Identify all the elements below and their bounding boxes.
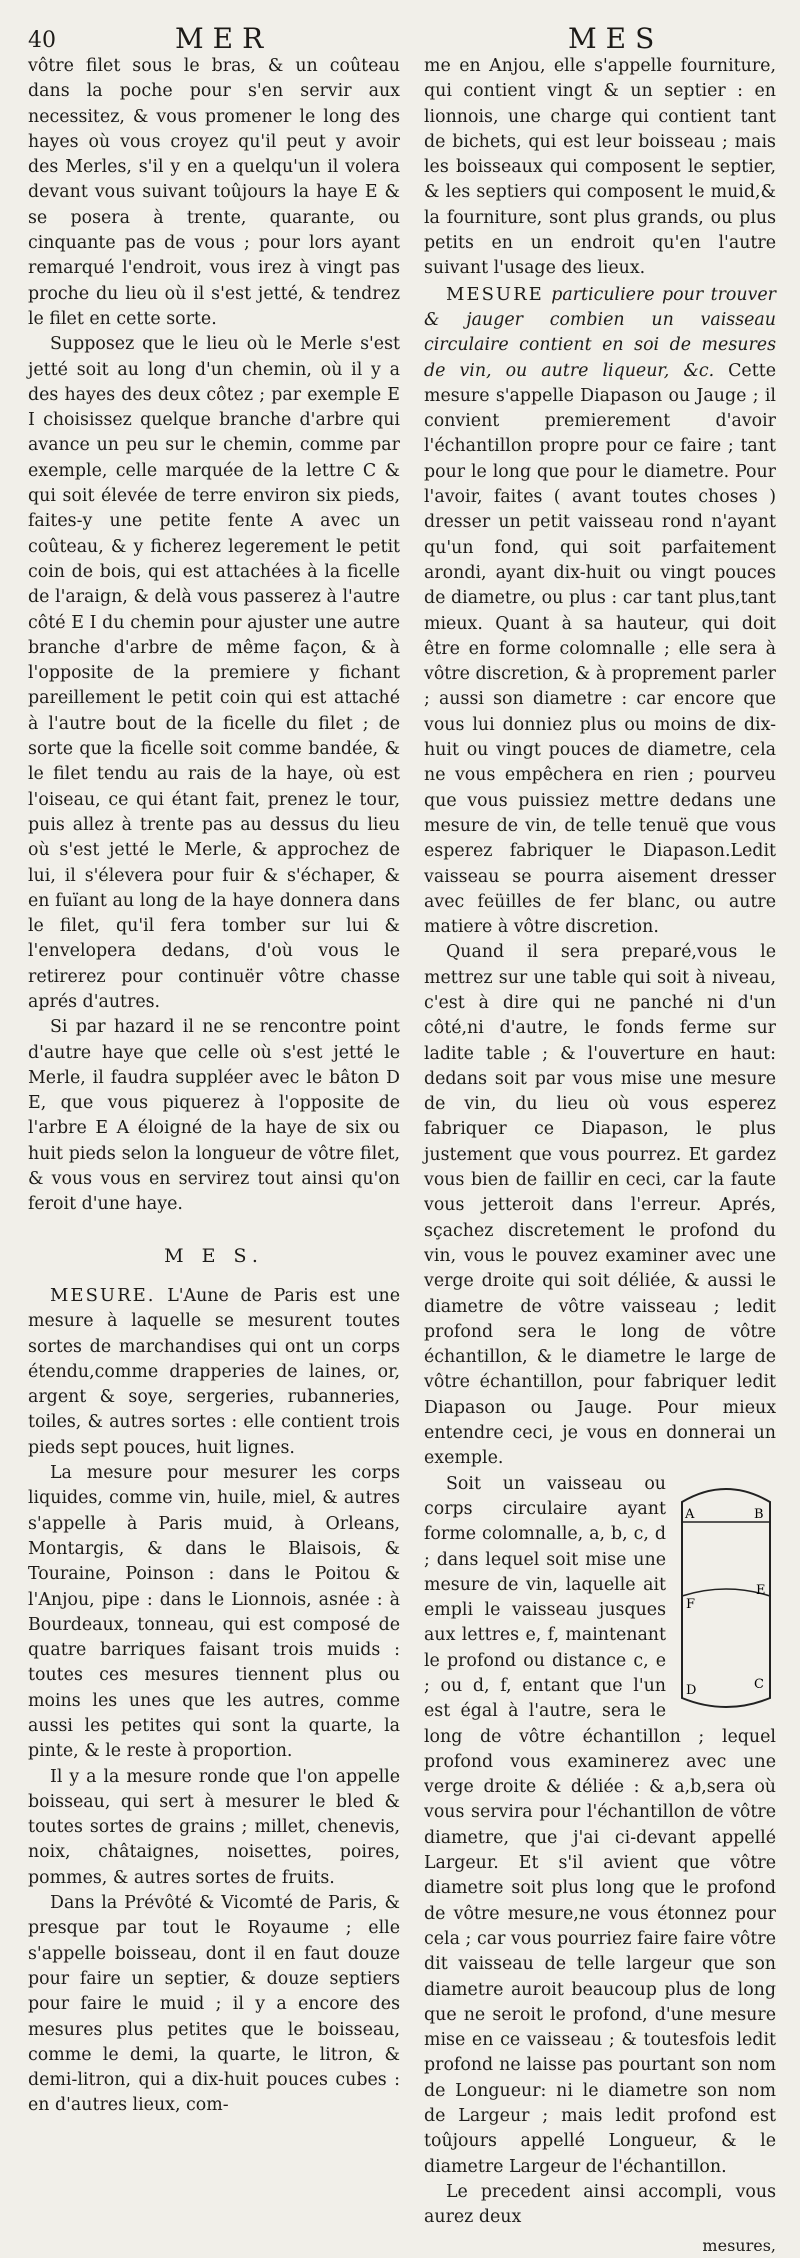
- paragraph: vôtre filet sous le bras, & un coûteau dans la poche pour s'en servir aux necessitez, & vous promener le long des hayes où vous croyez qu'il peut y avoir des Merles, s'il y en a quelqu'un il volera devant vous suivant toûjours la haye E & se posera à trente, quarante, ou cinquante pas de vous ; pour lors ayant remarqué l'endroit, vous irez à vingt pas proche du lieu où il s'est jetté, & tendrez le filet en cette sorte.: [28, 56, 400, 329]
- catchword: mesures,: [702, 2235, 776, 2255]
- paragraph: Dans la Prévôté & Vicomté de Paris, & presque par tout le Royaume ; elle s'appelle boisseau, dont il en faut douze pour faire un septier, & douze septiers pour faire le muid ; il y a encore des mesures plus petites que le boisseau, comme le demi, la quarte, le litron, & demi-litron, qui a dix-huit pouces cubes : en d'autres lieux, com-: [28, 1893, 400, 2116]
- left-running-title: MER: [175, 22, 273, 55]
- paragraph: Soit un vaisseau ou corps circulaire ayant forme colomnalle, a, b, c, d ; dans lequel soit mise une mesure de vin, laquelle ait empli le vaisseau jusques aux lettres e, f, maintenant le profond ou distance c, e ; ou d, f, entant que l'un est égal à l'autre, sera le long de vôtre échantillon ; lequel profond vous examinerez avec une verge droite & déliée : & a,b,sera où vous servira pour l'échantillon de vôtre diametre, que j'ai ci-devant appellé Largeur. Et s'il avient que vôtre diametre soit plus long que le profond de vôtre mesure,ne vous étonnez pour cela ; car vous pourriez faire faire vôtre dit vaisseau de telle largeur que son diametre auroit beaucoup plus de long que ne seroit le profond, d'une mesure mise en ce vaisseau ; & toutesfois ledit profond ne laisse pas pourtant son nom de Longueur: ni le diametre son nom de Largeur ; mais ledit profond est toûjours appellé Longueur, & le diametre Largeur de l'échantillon.: [424, 1473, 776, 2177]
- dictionary-entry: [28, 1283, 400, 1461]
- figure-paragraph: [424, 1472, 776, 2180]
- figure-label-e: E: [756, 1582, 766, 1598]
- figure-label-a: A: [685, 1506, 695, 1522]
- paragraph: Le precedent ainsi accompli, vous aurez deux: [424, 2181, 776, 2228]
- paragraph: La mesure pour mesurer les corps liquides, comme vin, huile, miel, & autres s'appelle à Paris muid, à Orleans, Montargis, & dans le Blaisois, & Touraine, Poinson : dans le Poitou & l'Anjou, pipe : dans le Lionnois, asnée : à Bourdeaux, tonneau, qui est composé de quatre barriques faisant trois muids : toutes ces mesures tiennent plus ou moins les unes que les autres, comme aussi les petites qui sont la quarte, la pinte, & le reste à proportion.: [28, 1463, 400, 1762]
- right-column: [424, 54, 776, 2258]
- entry-text: Cette mesure s'appelle Diapason ou Jauge ; il convient premierement d'avoir l'échantillon propre pour ce faire ; tant pour le long que pour le diametre. Pour l'avoir, faites ( avant toutes choses ) dresser un petit vaisseau rond n'ayant qu'un fond, qui soit parfaitement arondi, ayant dix-huit ou vingt pouces de diametre, ou plus : car tant plus,tant mieux. Quant à sa hauteur, qui doit être en forme colomnalle ; elle sera à vôtre discretion, & à proprement parler ; aussi son diametre : car encore que vous lui donniez plus ou moins de dix-huit ou vingt pouces de diametre, cela ne vous empêchera en rien ; pourveu que vous puissiez mettre dedans une mesure de vin, de telle tenuë que vous esperez fabriquer le Diapason.Ledit vaisseau se pourra aisement dresser avec feüilles de fer blanc, ou autre matiere à vôtre discretion.: [424, 360, 776, 938]
- paragraph: Supposez que le lieu où le Merle s'est jetté soit au long d'un chemin, où il y a des hayes des deux côtez ; par exemple E I choisissez quelque branche d'arbre qui avance un peu sur le chemin, comme par exemple, celle marquée de la lettre C & qui soit élevée de terre environ six pieds, faites-y une petite fente A avec un coûteau, & y ficherez legerement le petit coin de bois, qui est attachées à la ficelle de l'araign, & delà vous passerez à l'autre côté E I du chemin pour ajuster une autre branche d'arbre de même façon, & à l'opposite de la premiere y fichant pareillement le petit coin qui est attaché à l'autre bout de la ficelle du filet ; de sorte que la ficelle soit comme bandée, & le filet tendu au rais de la haye, où est l'oiseau, ce qui étant fait, prenez le tour, puis allez à trente pas au dessus du lieu où s'est jetté le Merle, & approchez de lui, il s'élevera pour fuir & s'échaper, & en fuïant au long de la haye donnera dans le filet, qu'il fera tomber sur lui & l'envelopera dedans, d'où vous le retirerez pour continuër vôtre chasse aprés d'autres.: [28, 334, 400, 1012]
- entry-text: L'Aune de Paris est une mesure à laquelle se mesurent toutes sortes de marchandises qui ont un corps étendu,comme drapperies de laines, or, argent & soye, sergeries, rubanneries, toiles, & autres sortes : elle contient trois pieds sept pouces, huit lignes.: [28, 1285, 400, 1458]
- dictionary-entry: [424, 282, 776, 941]
- figure-label-c: C: [754, 1676, 764, 1692]
- section-title: M E S.: [164, 1244, 264, 1267]
- cylinder-vessel-figure: [676, 1478, 776, 1714]
- entry-subtitle: particuliere pour trouver & jauger combien un vaisseau circulaire contient en soi de mesures de vin, ou autre liqueur, &c.: [424, 284, 776, 381]
- left-column: [28, 54, 400, 2119]
- paragraph: me en Anjou, elle s'appelle fourniture, qui contient vingt & un septier : en lionnois, une charge qui contient tant de bichets, qui est leur boisseau ; mais les boisseaux qui composent le septier, & les septiers qui composent le muid,& la fourniture, sont plus grands, ou plus petits en un endroit qu'en l'autre suivant l'usage des lieux.: [424, 56, 776, 279]
- entry-headword: MESURE: [446, 283, 544, 305]
- entry-headword: MESURE.: [50, 1284, 156, 1306]
- paragraph: Quand il sera preparé,vous le mettrez sur une table qui soit à niveau, c'est à dire qui ne panché ni d'un côté,ni d'autre, le fonds ferme sur ladite table ; & l'ouverture en haut: dedans soit par vous mise une mesure de vin, du lieu où vous esperez fabriquer ce Diapason, le plus justement que vous pourrez. Et gardez vous bien de faillir en ceci, car la faute vous jetteroit dans l'erreur. Aprés, sçachez discretement le profond du vin, vous le pouvez examiner avec une verge droite qui soit déliée, & aussi le diametre de vôtre vaisseau ; ledit profond sera le long de vôtre échantillon, & le diametre le large de vôtre échantillon, pour fabriquer ledit Diapason ou Jauge. Pour mieux entendre ceci, je vous en donnerai un exemple.: [424, 942, 776, 1469]
- page-number: 40: [28, 28, 56, 53]
- figure-label-d: D: [686, 1682, 697, 1698]
- paragraph: Il y a la mesure ronde que l'on appelle boisseau, qui sert à mesurer le bled & toutes sortes de grains ; millet, chenevis, noix, châtaignes, noisettes, poires, pommes, & autres sortes de fruits.: [28, 1766, 400, 1888]
- paragraph: Si par hazard il ne se rencontre point d'autre haye que celle où s'est jetté le Merle, il faudra suppléer avec le bâton D E, que vous piquerez à l'opposite de l'arbre E A éloigné de la haye de six ou huit pieds selon la longueur de vôtre filet, & vous vous en servirez tout ainsi qu'on feroit d'une haye.: [28, 1017, 400, 1215]
- figure-label-f: F: [686, 1596, 696, 1612]
- figure-label-b: B: [754, 1506, 764, 1522]
- right-running-title: MES: [568, 22, 664, 55]
